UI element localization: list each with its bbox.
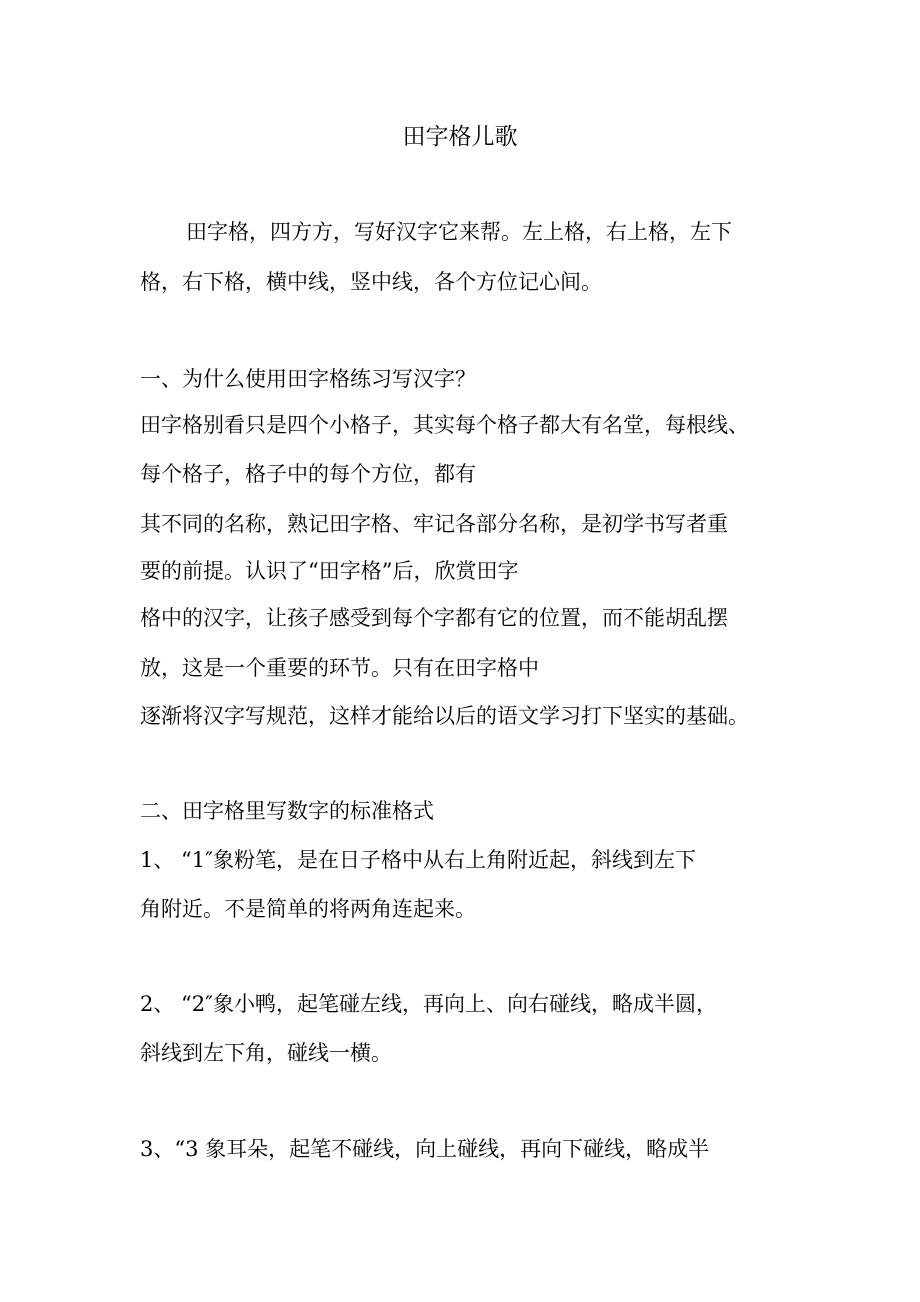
- poem-line-2: 格，右下格，横中线，竖中线，各个方位记心间。: [140, 270, 602, 294]
- section-1-line-5: 格中的汉字，让孩子感受到每个字都有它的位置，而不能胡乱摆: [140, 606, 728, 630]
- item-2-line-2: 斜线到左下角，碰线一横。: [140, 1041, 392, 1065]
- section-1-line-2: 每个格子，格子中的每个方位，都有: [140, 462, 476, 486]
- item-1-line-2: 角附近。不是简单的将两角连起来。: [140, 897, 476, 921]
- section-1-line-6: 放，这是一个重要的环节。只有在田字格中: [140, 656, 539, 680]
- item-3-line-1: 3、“3 象耳朵，起笔不碰线，向上碰线，再向下碰线，略成半: [140, 1137, 710, 1161]
- section-1-line-4: 要的前提。认识了“田字格”后，欣赏田字: [140, 559, 519, 583]
- item-1-line-1: 1、 “1″象粉笔，是在日子格中从右上角附近起，斜线到左下: [140, 848, 696, 872]
- document-title: 田字格儿歌: [402, 124, 518, 150]
- poem-line-1: 田字格，四方方，写好汉字它来帮。左上格，右上格，左下: [186, 220, 732, 244]
- section-1-line-7: 逐渐将汉字写规范，这样才能给以后的语文学习打下坚实的基础。: [140, 704, 749, 728]
- section-2-heading: 二、田字格里写数字的标准格式: [140, 799, 434, 823]
- item-2-line-1: 2、 “2″象小鸭，起笔碰左线，再向上、向右碰线，略成半圆，: [140, 992, 717, 1016]
- section-1-line-3: 其不同的名称，熟记田字格、牢记各部分名称，是初学书写者重: [140, 512, 728, 536]
- section-1-line-1: 田字格别看只是四个小格子，其实每个格子都大有名堂，每根线、: [140, 413, 749, 437]
- section-1-heading: 一、为什么使用田字格练习写汉字？: [140, 367, 476, 391]
